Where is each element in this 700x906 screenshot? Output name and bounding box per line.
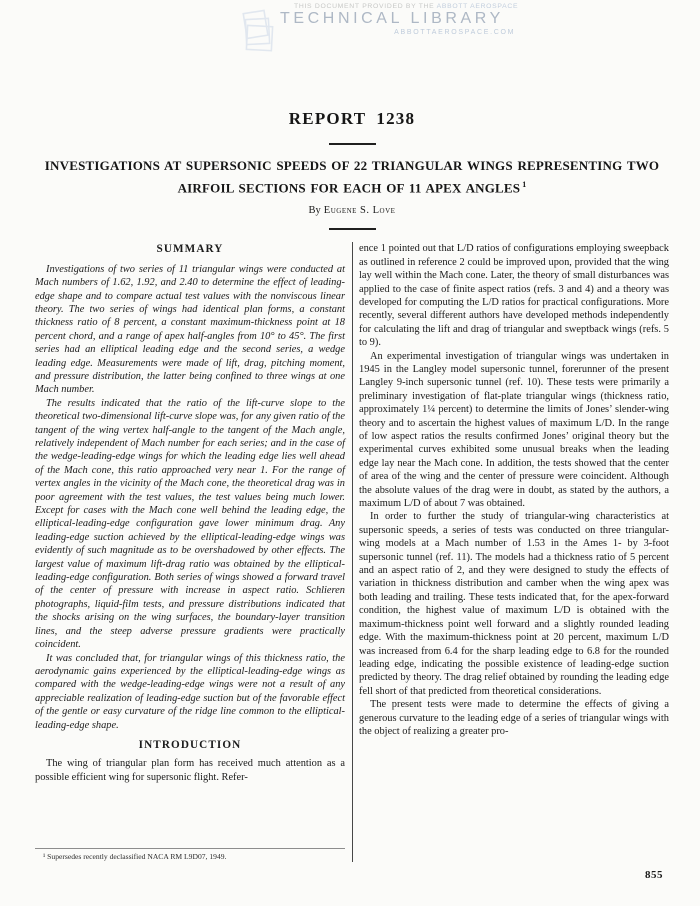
footnote: ¹ Supersedes recently declassified NACA RM L9D07, 1949. <box>35 848 345 863</box>
introduction-heading: INTRODUCTION <box>138 738 242 751</box>
watermark-brand: ABBOTT AEROSPACE <box>436 3 519 10</box>
byline <box>35 205 669 216</box>
column-divider-rule <box>352 242 353 862</box>
body-paragraph-4: The present tests were made to determine the effects of giving a generous curvature to the leading edge of a series of triangular wings with the object of realizing a greater pro- <box>359 699 669 737</box>
introduction-paragraph: The wing of triangular plan form has received much attention as a possible efficient wing for supersonic flight. Refer- <box>35 758 345 783</box>
title-footnote-marker: 1 <box>522 179 527 189</box>
body-paragraph-3: In order to further the study of triangular-wing characteristics at supersonic speeds, a series of tests was conducted on three triangular-wing models at a Mach number of 1.53 in the Ames 1- by 3-foot supersonic tunnel (ref. 11). The models had a thickness ratio of 5 percent and an aspect ratio of 2, and they were designed to study the effects of variation in thickness distribution and camber when the wing apex was both leading and trailing. These tests indicated that, for the apex-forward condition, the highest value of maximum L/D is obtained with the maximum-thickness point well forward and a slightly rounded leading edge. With the maximum-thickness point at 20 percent, maximum L/D was increased from 6.4 for the sharp leading edge to 6.8 for the rounded leading edge, indicating the possible existence of leading-edge suction predicted by theory. The drag relief obtained by rounding the leading edge fell short of that predicted from theoretical considerations. <box>359 511 669 697</box>
watermark-provided-line <box>280 3 518 10</box>
page-number: 855 <box>645 869 663 881</box>
summary-paragraph-2: The results indicated that the ratio of the lift-curve slope to the theoretical two-dimensional lift-curve slope was, for any given ratio of the tangent of the wing vertex half-angle to the tangent of the Mach angle, relatively independent of Mach number for each series; and in the case of the wedge-leading-edge wings for which the leading edge lies well ahead of the Mach cone, this ratio approached very near 1. For the range of vertex angles in the vicinity of the Mach cone, the theoretical drag was in poor agreement with the test values, the test values being much lower. Except for cases with the Mach cone well behind the leading edge, the elliptical-leading-edge configuration gave lower minimum drag. Any leading-edge suction achieved by the elliptical-leading-edge wings was evidently of such magnitude as to be overshadowed by other effects. The largest value of maximum lift-drag ratio was obtained by the elliptical-leading-edge configuration. Both series of wings showed a forward travel of the center of pressure with increase in aspect ratio. Schlieren photographs, liquid-film tests, and pressure distributions indicated that the shocks arising on the wing surfaces, the boundary-layer transition lines, and the steep adverse pressure gradients were practically coincident. <box>35 397 345 651</box>
summary-heading: SUMMARY <box>156 243 224 256</box>
watermark <box>238 3 518 60</box>
watermark-library-title: TECHNICAL LIBRARY <box>280 10 504 27</box>
report-number: REPORT 1238 <box>288 109 416 128</box>
byline-prefix: By <box>308 205 321 217</box>
summary-paragraph-1: Investigations of two series of 11 triangular wings were conducted at Mach numbers of 1.62, 1.92, and 2.40 to determine the effect of leading-edge shape and to compare actual test values with the nonviscous linear theory. The two series of wings had identical plan forms, a constant thickness ratio of 8 percent, a constant maximum-thickness point at 18 percent chord, and a range of apex half-angles from 10° to 45°. The first series had an elliptical leading edge and the second series, a wedge leading edge. Measurements were made of lift, drag, pitching moment, and pressure distribution, the latter being confined to three wings at one Mach number. <box>35 263 345 396</box>
two-column-body <box>35 242 669 862</box>
masthead-rule-top <box>329 143 376 145</box>
author-name: Eugene S. Love <box>323 205 396 217</box>
report-title-line2: AIRFOIL SECTIONS FOR EACH OF 11 APEX ANGLES <box>177 179 521 195</box>
report-title-line1: INVESTIGATIONS AT SUPERSONIC SPEEDS OF 22 TRIANGULAR WINGS REPRESENTING TWO <box>44 158 660 173</box>
stacked-documents-logo-icon <box>238 9 278 60</box>
body-paragraph-2: An experimental investigation of triangular wings was undertaken in 1945 in the Langley model supersonic tunnel, forerunner of the present Langley 9-inch supersonic tunnel (ref. 10). These tests were primarily a preliminary investigation of flat-plate triangular wings (thickness ratio, approximately 1¼ percent) to determine the limits of Jones’ slender-wing theory and to ascertain the highest values of maximum L/D. In the range of low aspect ratios the results confirmed Jones’ original theory but the experimental curves exhibited some unusual breaks when the leading edge lay near the Mach cone. In addition, the tests showed that the center of area of the wing and the center of pressure were coincident. Although the absolute values of the drag were in doubt, as stated by the authors, a maximum L/D of about 7 was obtained. <box>359 350 669 510</box>
watermark-text <box>280 3 518 36</box>
report-title-line2-wrap <box>35 176 669 198</box>
summary-paragraph-3: It was concluded that, for triangular wings of this thickness ratio, the aerodynamic gains experienced by the elliptical-leading-edge wings as compared with the wedge-leading-edge wings were not a result of any appreciable realization of leading-edge suction but of the favorable effect of the gentle or easy curvature of the ridge line common to the elliptical-leading-edge shape. <box>35 652 345 731</box>
left-column <box>35 242 345 862</box>
watermark-provided-by: THIS DOCUMENT PROVIDED BY THE <box>294 3 435 10</box>
masthead-rule-byline <box>329 228 376 230</box>
report-title <box>35 157 669 197</box>
right-column <box>359 242 669 862</box>
watermark-url[interactable]: ABBOTTAEROSPACE.COM <box>394 29 516 36</box>
body-paragraph-1: ence 1 pointed out that L/D ratios of configurations employing sweepback as outlined in reference 2 could be improved upon, provided that the wing lay well within the Mach cone. Later, the theory of small disturbances was applied to the case of finite aspect ratios (refs. 3 and 4) and a theory was developed for computing the L/D ratios for practical configurations. More recently, several different authors have developed methods independently for calculating the lift and drag of triangular and sweptback wings (refs. 5 to 9). <box>359 243 669 349</box>
